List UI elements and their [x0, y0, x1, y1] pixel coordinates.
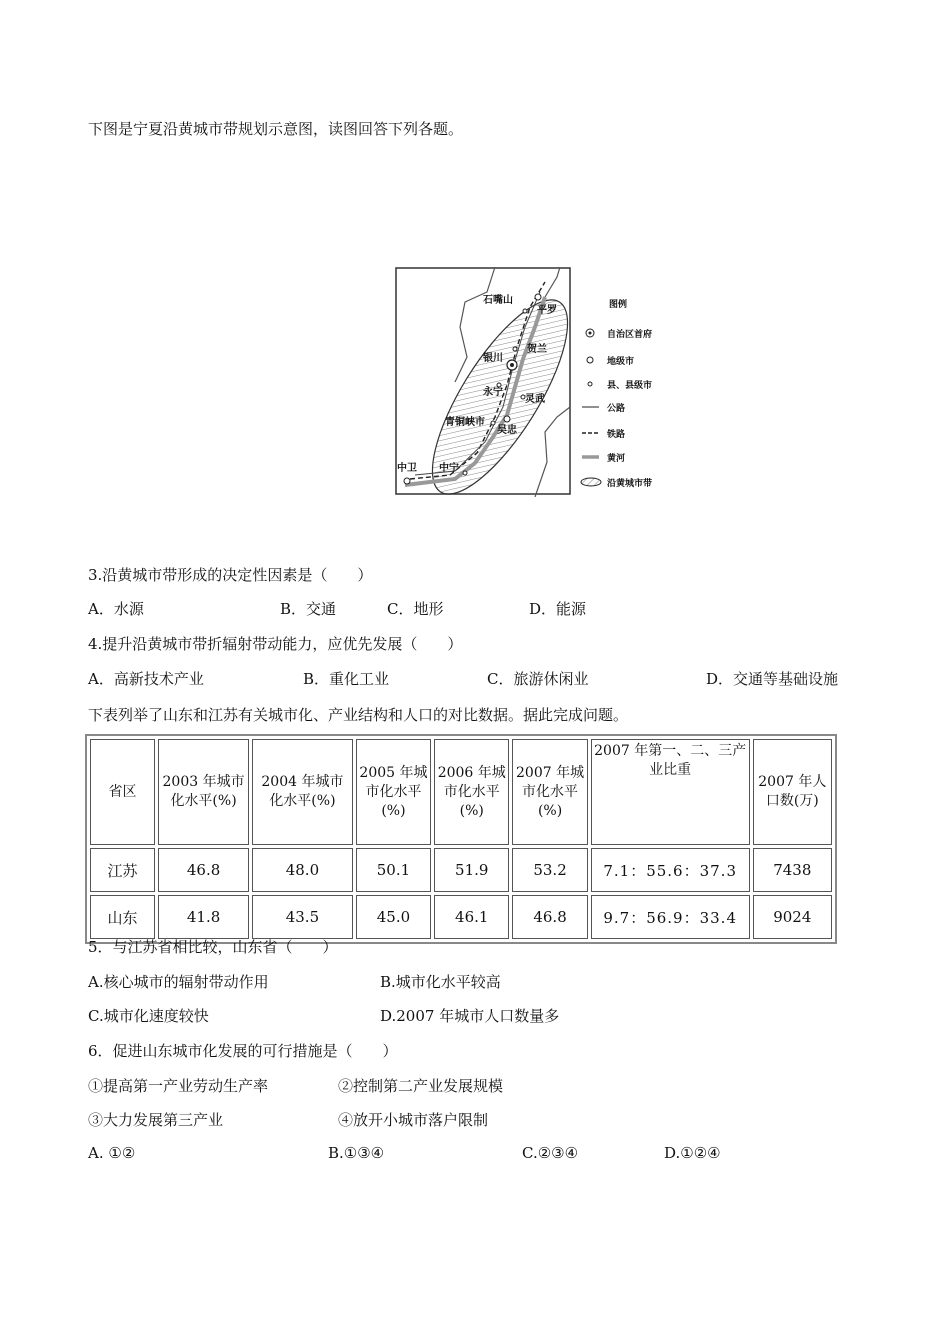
county-marker — [491, 421, 495, 425]
q5-option-a: A.核心城市的辐射带动作用 — [88, 973, 269, 991]
q3-option-a: A．水源 — [88, 600, 144, 618]
q6-item-4: ④放开小城市落户限制 — [338, 1111, 489, 1129]
table-header-cell: 省区 — [90, 739, 155, 845]
table-cell: 43.5 — [252, 895, 353, 939]
table-header-cell: 2004 年城市化水平(%) — [252, 739, 353, 845]
legend-item: 公路 — [607, 404, 626, 414]
county-marker — [513, 347, 517, 351]
table-row — [90, 895, 832, 939]
intro-text: 下图是宁夏沿黄城市带规划示意图，读图回答下列各题。 — [88, 120, 464, 138]
table-cell: 46.1 — [434, 895, 509, 939]
county-marker — [463, 471, 467, 475]
table-cell: 48.0 — [252, 848, 353, 892]
city-marker — [504, 416, 510, 422]
q3-option-c: C．地形 — [387, 600, 444, 618]
legend-item: 沿黄城市带 — [607, 479, 653, 489]
q5-option-c: C.城市化速度较快 — [88, 1007, 209, 1025]
table-cell: 山东 — [90, 895, 155, 939]
place-label: 银川 — [483, 353, 503, 364]
place-label: 青铜峡市 — [445, 417, 485, 428]
table-cell: 46.8 — [512, 895, 587, 939]
table-row — [90, 848, 832, 892]
table-cell: 46.8 — [158, 848, 249, 892]
q6-option-c: C.②③④ — [522, 1144, 579, 1162]
q4-option-a: A．高新技术产业 — [88, 670, 204, 688]
table-cell: 51.9 — [434, 848, 509, 892]
q6-item-3: ③大力发展第三产业 — [88, 1111, 224, 1129]
q6-item-2: ②控制第二产业发展规模 — [338, 1077, 504, 1095]
table-cell: 9.7：56.9：33.4 — [591, 895, 750, 939]
q4-stem: 4.提升沿黄城市带折辐射带动能力，应优先发展（ ） — [88, 635, 463, 653]
legend-item: 黄河 — [607, 454, 626, 464]
q3-stem: 3.沿黄城市带形成的决定性因素是（ ） — [88, 566, 373, 584]
legend-title: 图例 — [609, 300, 628, 310]
legend-item: 自治区首府 — [607, 330, 653, 340]
q6-item-1: ①提高第一产业劳动生产率 — [88, 1077, 269, 1095]
table-cell: 7438 — [753, 848, 832, 892]
table-cell: 53.2 — [512, 848, 587, 892]
q6-option-a: A. ①② — [88, 1144, 136, 1162]
q5-option-d: D.2007 年城市人口数量多 — [380, 1007, 560, 1025]
table-cell: 7.1：55.6：37.3 — [591, 848, 750, 892]
place-label: 永宁 — [483, 387, 503, 398]
table-intro: 下表列举了山东和江苏有关城市化、产业结构和人口的对比数据。据此完成问题。 — [88, 706, 629, 724]
table-cell: 41.8 — [158, 895, 249, 939]
q4-option-c: C．旅游休闲业 — [487, 670, 589, 688]
map-legend — [581, 298, 653, 489]
place-label: 石嘴山 — [483, 295, 513, 306]
place-label: 平罗 — [537, 305, 557, 316]
ningxia-city-belt-map — [395, 267, 685, 497]
q4-option-d: D．交通等基础设施 — [706, 670, 839, 688]
table-header-cell: 2007 年城市化水平(%) — [512, 739, 587, 845]
q5-stem: 5．与江苏省相比较，山东省（ ） — [88, 938, 338, 956]
table-header-cell: 2003 年城市化水平(%) — [158, 739, 249, 845]
table-cell: 45.0 — [356, 895, 431, 939]
q5-option-b: B.城市化水平较高 — [380, 973, 501, 991]
table-header-cell: 2007 年第一、二、三产业比重 — [591, 739, 750, 845]
q3-option-d: D．能源 — [529, 600, 587, 618]
legend-item: 铁路 — [607, 430, 626, 440]
city-marker — [404, 478, 410, 484]
table-cell: 50.1 — [356, 848, 431, 892]
urbanization-table — [85, 734, 837, 944]
legend-item: 县、县级市 — [607, 381, 653, 391]
q6-stem: 6．促进山东城市化发展的可行措施是（ ） — [88, 1042, 398, 1060]
q3-option-b: B．交通 — [280, 600, 337, 618]
table-cell: 9024 — [753, 895, 832, 939]
city-marker — [535, 294, 541, 300]
q4-option-b: B．重化工业 — [303, 670, 390, 688]
table-header-cell: 2006 年城市化水平(%) — [434, 739, 509, 845]
table-cell: 江苏 — [90, 848, 155, 892]
q6-option-b: B.①③④ — [328, 1144, 385, 1162]
table-header-cell: 2007 年人口数(万) — [753, 739, 832, 845]
county-marker — [523, 309, 527, 313]
legend-item: 地级市 — [607, 357, 635, 367]
place-label: 中卫 — [397, 463, 417, 474]
place-label: 贺兰 — [527, 344, 547, 355]
table-header-row — [90, 739, 832, 845]
q6-option-d: D.①②④ — [664, 1144, 721, 1162]
place-label: 灵武 — [525, 394, 545, 405]
place-label: 中宁 — [439, 463, 459, 474]
table-header-cell: 2005 年城市化水平(%) — [356, 739, 431, 845]
place-label: 吴忠 — [497, 425, 517, 436]
